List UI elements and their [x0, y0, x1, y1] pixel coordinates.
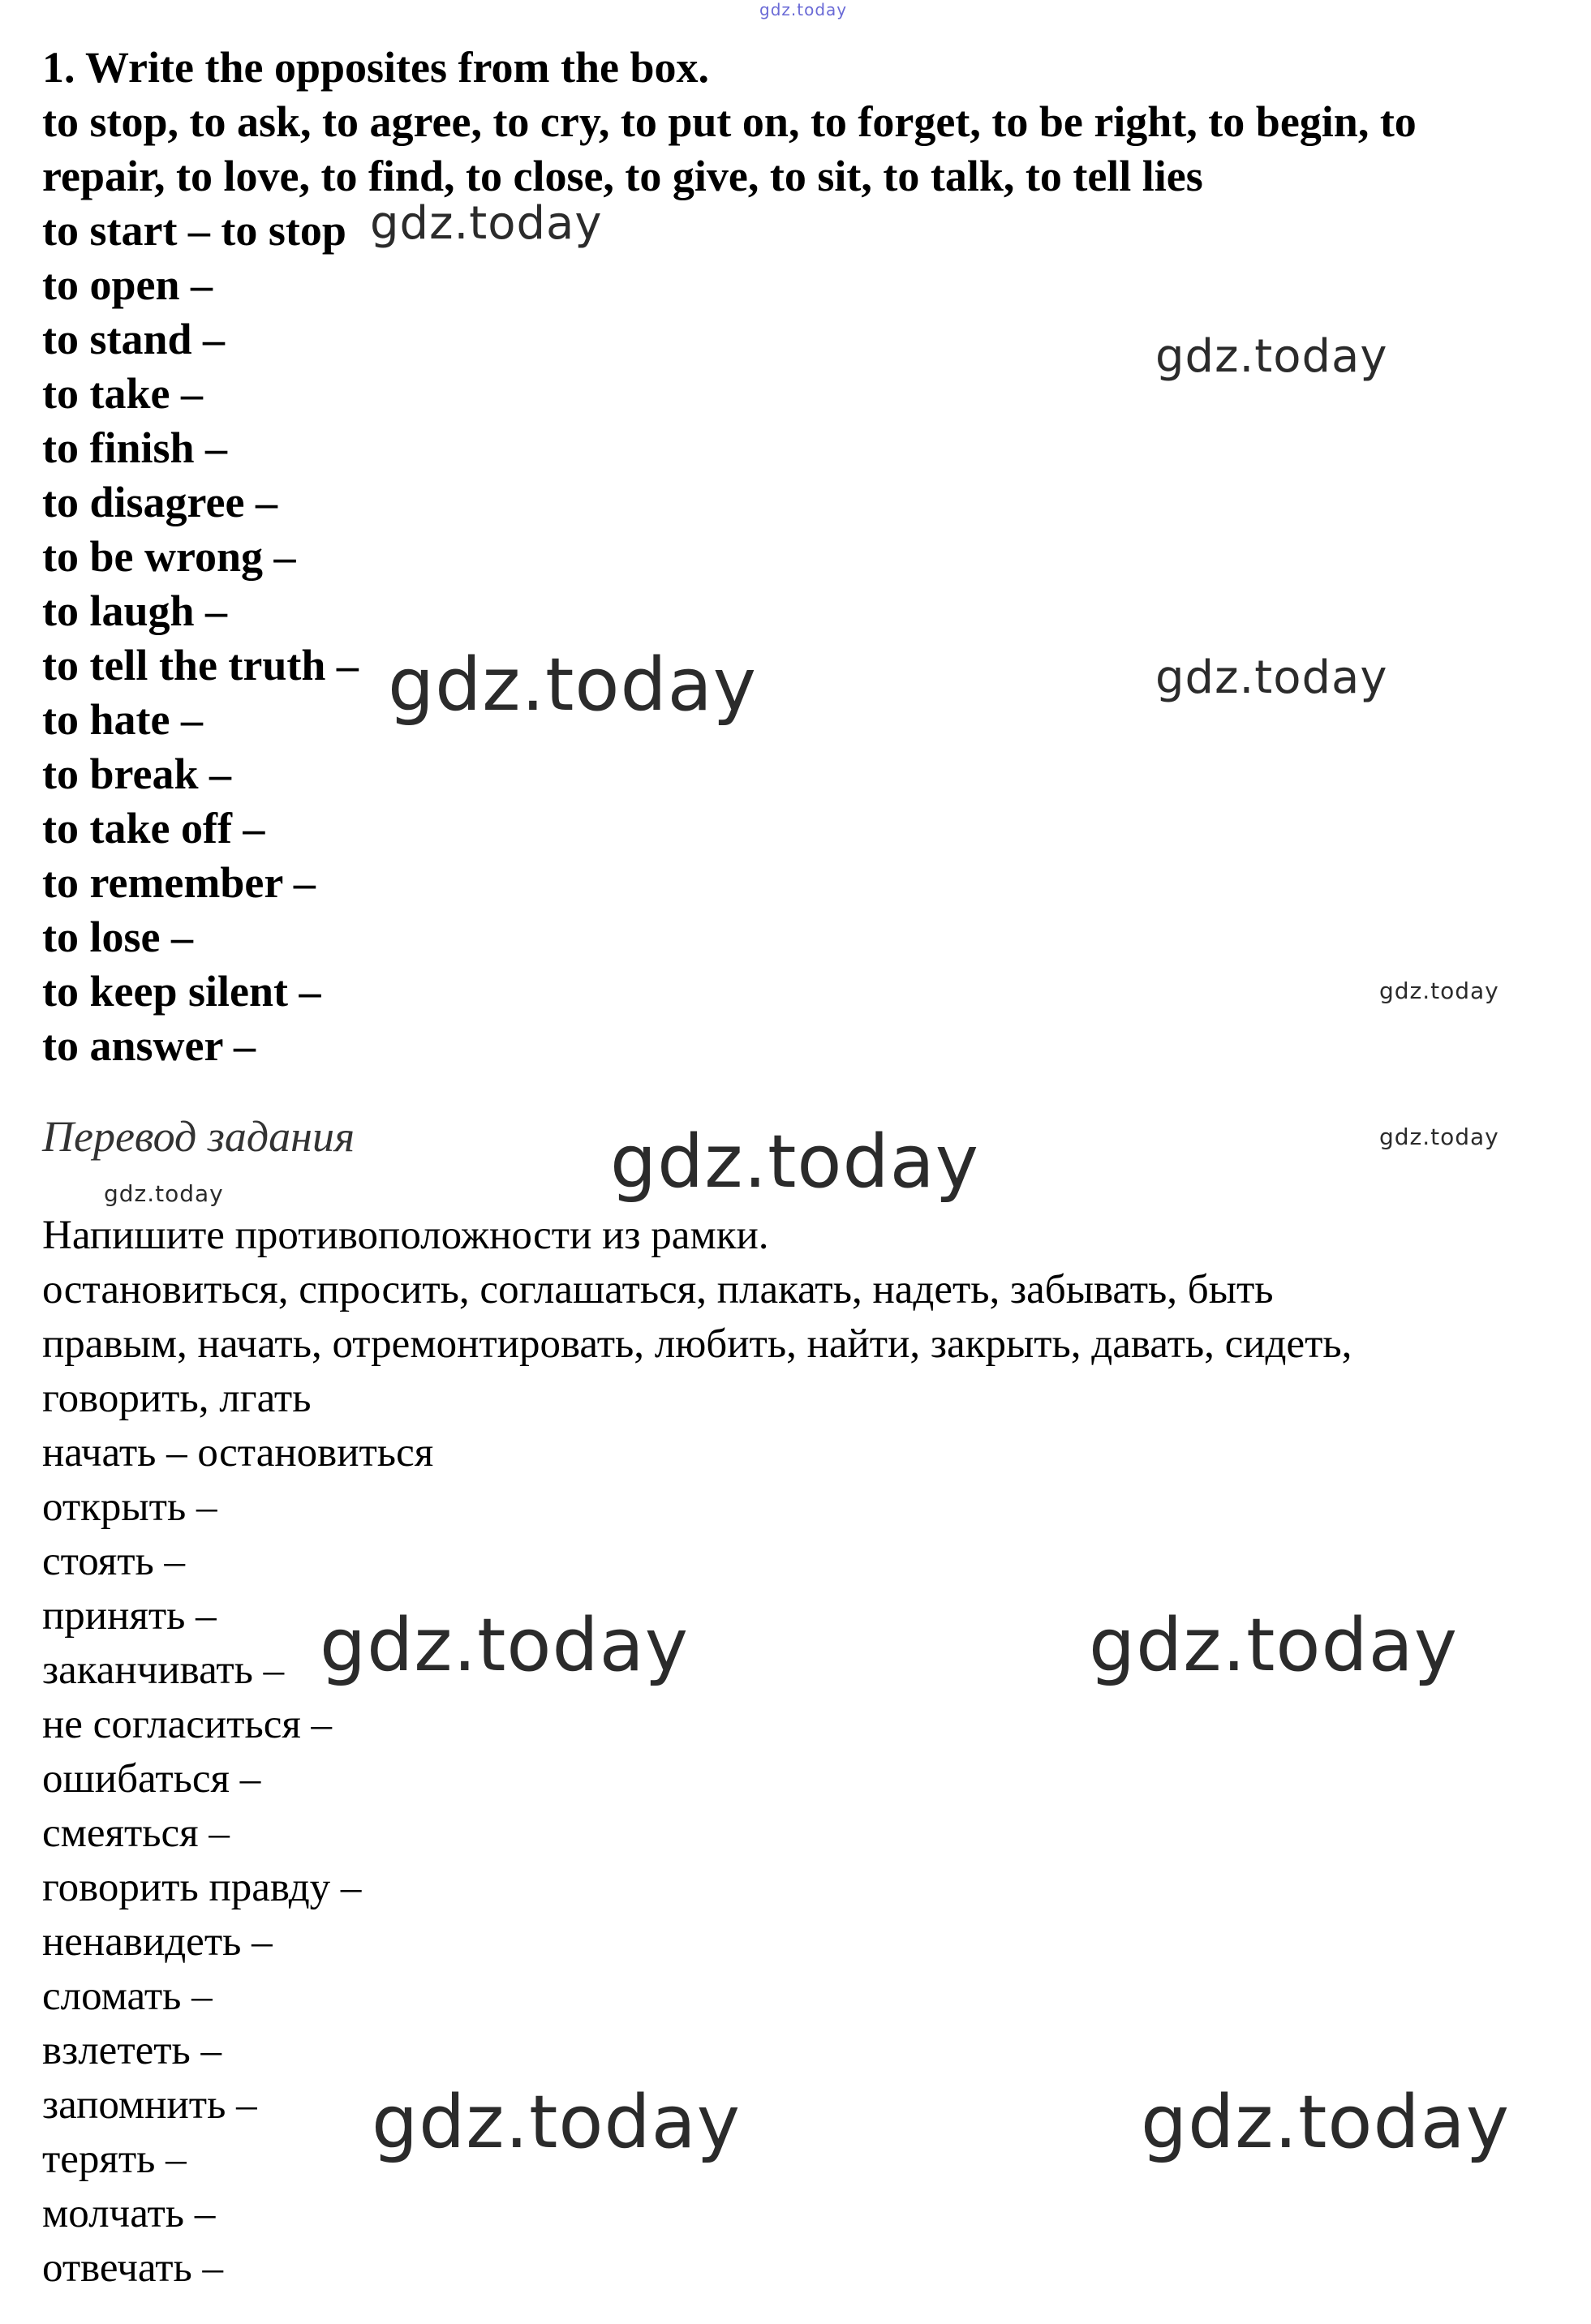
translation-box-line-1: остановиться, спросить, соглашаться, плакать, надеть, забывать, быть	[42, 1267, 1274, 1312]
exercise-item: to take off –	[42, 804, 265, 853]
translation-item: принять –	[42, 1593, 217, 1639]
translation-item: стоять –	[42, 1539, 186, 1584]
watermark: gdz.today	[388, 642, 758, 728]
exercise-item: to take –	[42, 369, 203, 418]
exercise-item: to be wrong –	[42, 532, 296, 581]
watermark: gdz.today	[1089, 1603, 1459, 1688]
exercise-title: 1. Write the opposites from the box.	[42, 43, 709, 92]
translation-box-line-3: говорить, лгать	[42, 1376, 312, 1421]
exercise-item: to answer –	[42, 1021, 256, 1070]
watermark-top: gdz.today	[759, 0, 848, 19]
exercise-item: to remember –	[42, 858, 316, 907]
translation-item: не согласиться –	[42, 1702, 333, 1747]
watermark: gdz.today	[370, 197, 603, 250]
translation-item: открыть –	[42, 1484, 217, 1530]
exercise-item: to stand –	[42, 315, 226, 363]
translation-item: взлететь –	[42, 2028, 222, 2073]
exercise-item: to open –	[42, 260, 213, 309]
exercise-item: to tell the truth –	[42, 641, 359, 689]
translation-item: запомнить –	[42, 2082, 257, 2128]
watermark: gdz.today	[104, 1180, 224, 1207]
translation-item: начать – остановиться	[42, 1430, 434, 1476]
watermark: gdz.today	[1141, 2080, 1511, 2165]
exercise-item: to laugh –	[42, 586, 228, 635]
translation-item: сломать –	[42, 1974, 213, 2019]
watermark: gdz.today	[1379, 977, 1499, 1004]
watermark: gdz.today	[1379, 1123, 1499, 1150]
translation-item: ненавидеть –	[42, 1919, 273, 1965]
translation-item: смеяться –	[42, 1811, 230, 1856]
translation-item: отвечать –	[42, 2245, 224, 2291]
word-box-line-1: to stop, to ask, to agree, to cry, to put on, to forget, to be right, to begin, to	[42, 97, 1417, 146]
watermark: gdz.today	[1155, 651, 1388, 704]
exercise-item: to keep silent –	[42, 967, 321, 1016]
watermark: gdz.today	[372, 2080, 742, 2165]
watermark: gdz.today	[610, 1119, 980, 1205]
exercise-item: to disagree –	[42, 478, 277, 526]
translation-item: терять –	[42, 2137, 187, 2182]
word-box-line-2: repair, to love, to find, to close, to give, to sit, to talk, to tell lies	[42, 152, 1203, 200]
translation-item: молчать –	[42, 2191, 216, 2236]
exercise-item: to hate –	[42, 695, 203, 744]
watermark: gdz.today	[320, 1603, 690, 1688]
translation-item: ошибаться –	[42, 1756, 261, 1802]
translation-instruction: Напишите противоположности из рамки.	[42, 1213, 769, 1258]
exercise-item: to break –	[42, 750, 232, 798]
translation-item: говорить правду –	[42, 1865, 362, 1910]
exercise-item: to start – to stop	[42, 206, 346, 255]
translation-heading: Перевод задания	[42, 1112, 355, 1161]
watermark: gdz.today	[1155, 330, 1388, 383]
exercise-item: to lose –	[42, 913, 193, 961]
exercise-item: to finish –	[42, 423, 228, 472]
translation-box-line-2: правым, начать, отремонтировать, любить, найти, закрыть, давать, сидеть,	[42, 1321, 1352, 1367]
translation-item: заканчивать –	[42, 1647, 285, 1693]
